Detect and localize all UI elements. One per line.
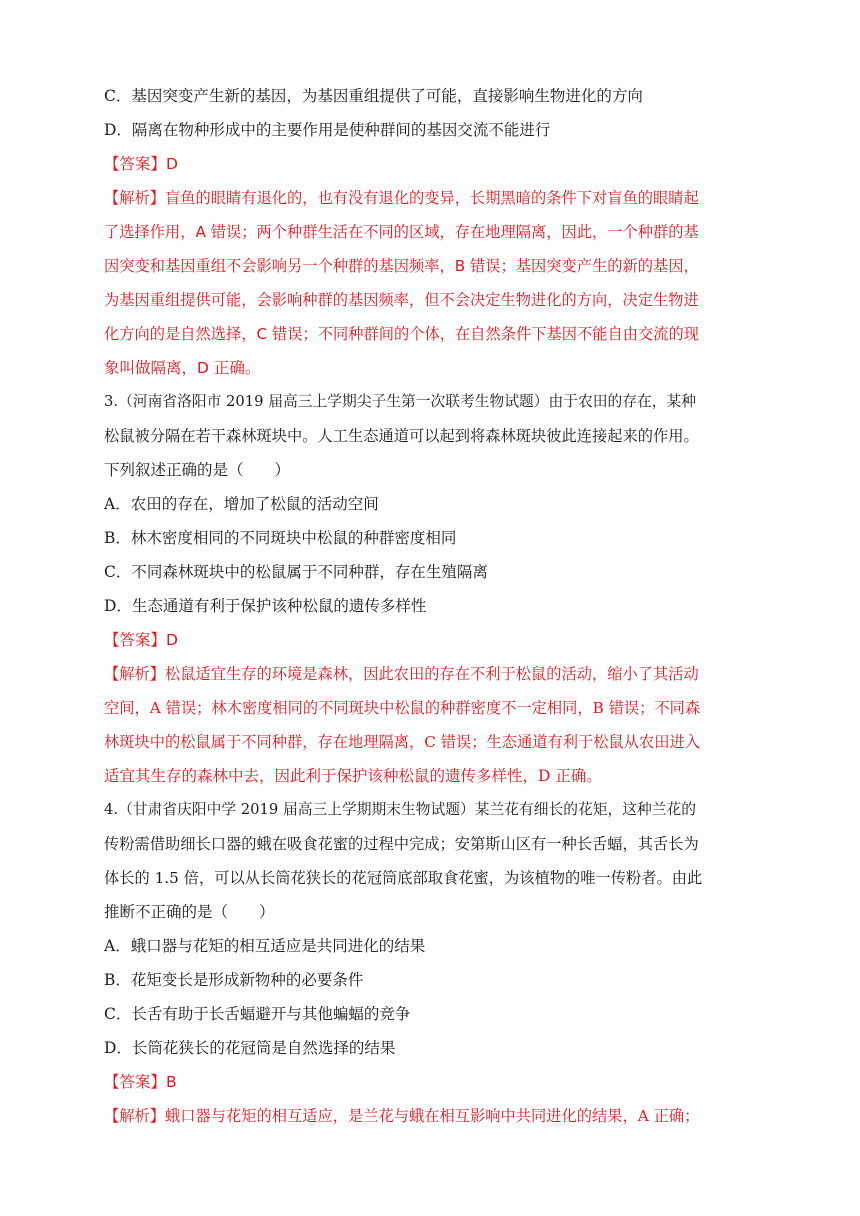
q4-option-b: B．花矩变长是形成新物种的必要条件 [104,971,364,989]
q3-analysis-line: 空间，A 错误；林木密度相同的不同斑块中松鼠的种群密度不一定相同，B 错误；不同森 [104,699,701,717]
q2-analysis-line: 【解析】盲鱼的眼睛有退化的，也有没有退化的变异，长期黑暗的条件下对盲鱼的眼睛起 [104,189,699,207]
q4-option-a: A．蛾口器与花矩的相互适应是共同进化的结果 [104,937,426,955]
q2-option-c: C．基因突变产生新的基因，为基因重组提供了可能，直接影响生物进化的方向 [104,87,643,105]
q2-answer: 【答案】D [104,155,178,173]
q3-option-c: C．不同森林斑块中的松鼠属于不同种群，存在生殖隔离 [104,563,488,581]
q3-option-d: D．生态通道有利于保护该种松鼠的遗传多样性 [104,597,427,615]
q4-stem-line: 推断不正确的是（ ） [104,903,275,921]
q2-analysis-line: 因突变和基因重组不会影响另一个种群的基因频率，B 错误；基因突变产生的新的基因， [104,257,699,275]
q2-analysis-line: 化方向的是自然选择，C 错误；不同种群间的个体，在自然条件下基因不能自由交流的现 [104,325,699,343]
q3-answer: 【答案】D [104,631,178,649]
q4-answer: 【答案】B [104,1073,177,1091]
q2-analysis-line: 象叫做隔离，D 正确。 [104,359,261,377]
q3-option-b: B．林木密度相同的不同斑块中松鼠的种群密度相同 [104,529,457,547]
q2-analysis-line: 了选择作用，A 错误；两个种群生活在不同的区域，存在地理隔离，因此，一个种群的基 [104,223,699,241]
q2-option-d: D．隔离在物种形成中的主要作用是使种群间的基因交流不能进行 [104,121,551,139]
q3-stem-line: 下列叙述正确的是（ ） [104,461,291,479]
q3-stem-line: 3.（河南省洛阳市 2019 届高三上学期尖子生第一次联考生物试题）由于农田的存在，某种 [104,393,696,410]
q2-analysis-line: 为基因重组提供可能，会影响种群的基因频率，但不会决定生物进化的方向，决定生物进 [104,291,699,309]
q3-analysis-line: 【解析】松鼠适宜生存的环境是森林，因此农田的存在不利于松鼠的活动，缩小了其活动 [104,665,699,683]
q4-stem-line: 传粉需借助细长口器的蛾在吸食花蜜的过程中完成；安第斯山区有一种长舌蝠，其舌长为 [104,835,699,853]
q4-stem-line: 体长的 1.5 倍，可以从长筒花狭长的花冠筒底部取食花蜜，为该植物的唯一传粉者。由此 [104,869,703,887]
q3-option-a: A．农田的存在，增加了松鼠的活动空间 [104,495,379,513]
q4-stem-line: 4.（甘肃省庆阳中学 2019 届高三上学期期末生物试题）某兰花有细长的花矩，这种兰花的 [104,801,696,818]
q4-option-d: D．长筒花狭长的花冠筒是自然选择的结果 [104,1039,396,1057]
q4-analysis-line: 【解析】蛾口器与花矩的相互适应，是兰花与蛾在相互影响中共同进化的结果，A 正确； [104,1107,700,1125]
q3-analysis-line: 林斑块中的松鼠属于不同种群，存在地理隔离，C 错误；生态通道有利于松鼠从农田进入 [104,733,701,751]
q3-stem-line: 松鼠被分隔在若干森林斑块中。人工生态通道可以起到将森林斑块彼此连接起来的作用。 [104,427,699,445]
q4-option-c: C．长舌有助于长舌蝠避开与其他蝙蝠的竞争 [104,1005,411,1023]
q3-analysis-line: 适宜其生存的森林中去，因此利于保护该种松鼠的遗传多样性，D 正确。 [104,767,602,785]
